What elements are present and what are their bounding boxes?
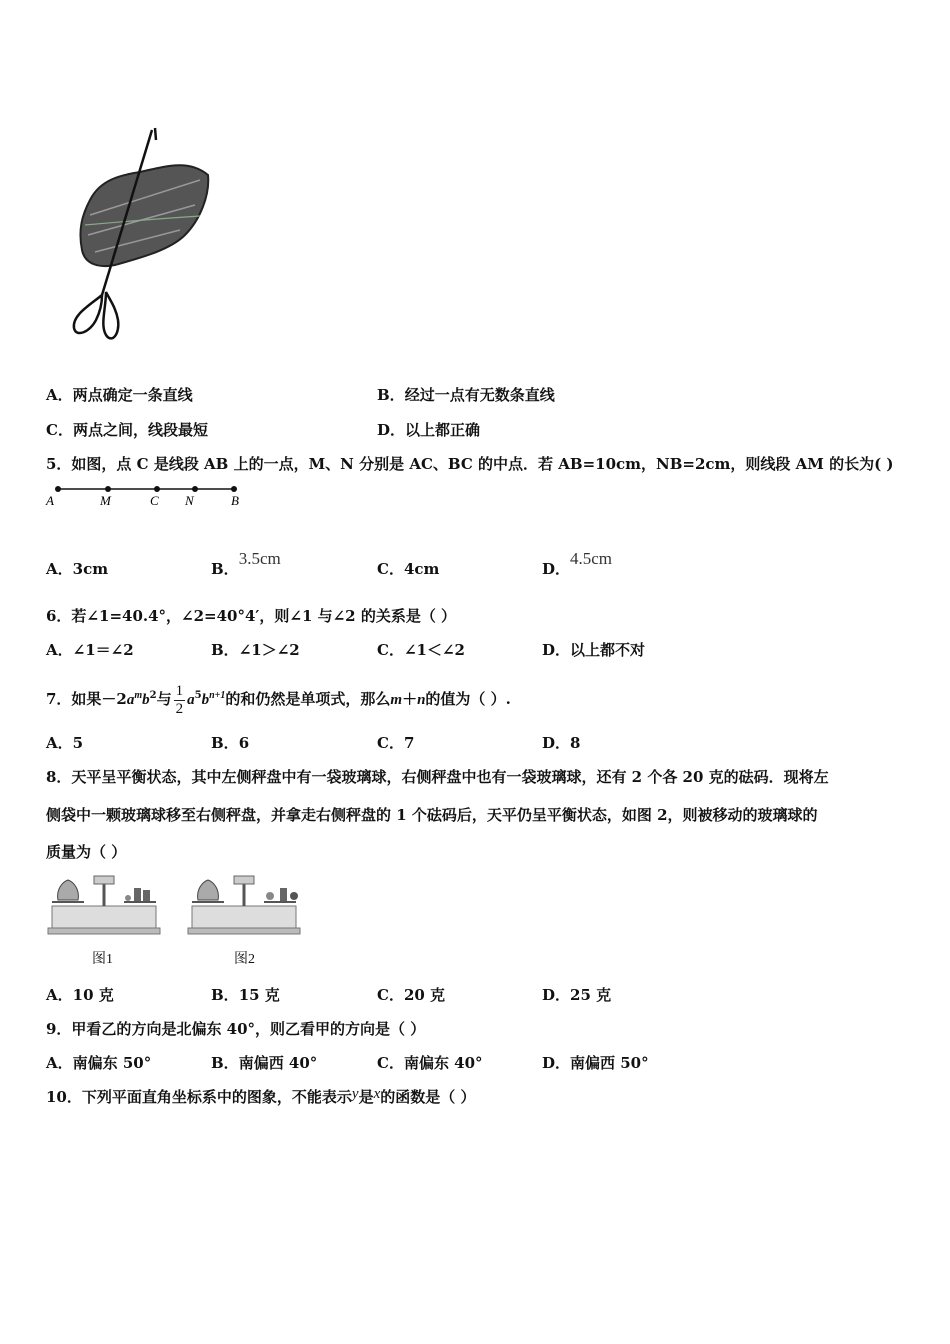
q8-option-a: A．10 克 [46,986,114,1004]
q6-option-d: D．以上都不对 [542,641,646,659]
q10-stem: 10．下列平面直角坐标系中的图象，不能表示y是x的函数是（ ） [46,1086,476,1106]
q4-option-d: D．以上都正确 [377,421,481,439]
balance-figure-1 [44,872,164,942]
q7-fraction: $\frac{1}{2}$ [175,682,184,717]
q9-option-b: B．南偏西 40° [211,1054,318,1072]
q9-option-a: A．南偏东 50° [46,1054,152,1072]
label-n: N [185,493,194,508]
label-b: B [231,493,239,508]
q9-option-c: C．南偏东 40° [377,1054,483,1072]
q5-option-c: C．4cm [377,560,440,578]
q5-option-a: A．3cm [46,560,109,578]
q5-option-b: B．3.5cm [211,549,281,578]
scissors-leaf-figure [60,120,220,350]
q8-line1: 8．天平呈平衡状态，其中左侧秤盘中有一袋玻璃球，右侧秤盘中也有一袋玻璃球，还有 2 个各 20 克的砝码．现将左 [46,768,829,786]
q4-option-c: C．两点之间，线段最短 [46,421,208,439]
q6-option-b: B．∠1＞∠2 [211,641,300,659]
q8-option-b: B．15 克 [211,986,280,1004]
q5-stem: 5．如图，点 C 是线段 AB 上的一点，M、N 分别是 AC、BC 的中点．若 AB=10cm，NB=2cm，则线段 AM 的长为( ) [46,455,894,473]
q8-line3: 质量为（ ） [46,843,127,861]
q7-option-c: C．7 [377,734,415,752]
label-c: C [150,493,159,508]
q8-line2: 侧袋中一颗玻璃球移至右侧秤盘，并拿走右侧秤盘的 1 个砝码后，天平仍呈平衡状态，如图 2，则被移动的玻璃球的 [46,806,818,824]
q6-stem: 6．若∠1=40.4°，∠2=40°4′，则∠1 与∠2 的关系是（ ） [46,607,457,625]
q5-option-d: D．4.5cm [542,549,613,578]
q7-option-a: A．5 [46,734,84,752]
label-a: A [46,493,54,508]
q4-option-b: B．经过一点有无数条直线 [377,386,555,404]
q6-option-a: A．∠1＝∠2 [46,641,134,659]
label-m: M [100,493,111,508]
balance-figure-2 [184,872,304,942]
q4-option-a: A．两点确定一条直线 [46,386,193,404]
q5-segment-figure [42,482,252,512]
fig2-caption: 图2 [234,952,255,967]
q7-option-b: B．6 [211,734,250,752]
q7-option-d: D．8 [542,734,581,752]
q6-option-c: C．∠1＜∠2 [377,641,465,659]
q7-stem: 7．如果$-2a^mb^2$与 $\frac{1}{2}$ $a^5b^{n+1}$的和仍然是单项式，那么m＋n的值为（ ）. [46,682,511,717]
fig1-caption: 图1 [92,952,113,967]
q9-option-d: D．南偏西 50° [542,1054,649,1072]
q8-option-c: C．20 克 [377,986,446,1004]
q8-option-d: D．25 克 [542,986,612,1004]
q9-stem: 9．甲看乙的方向是北偏东 40°，则乙看甲的方向是（ ） [46,1020,426,1038]
